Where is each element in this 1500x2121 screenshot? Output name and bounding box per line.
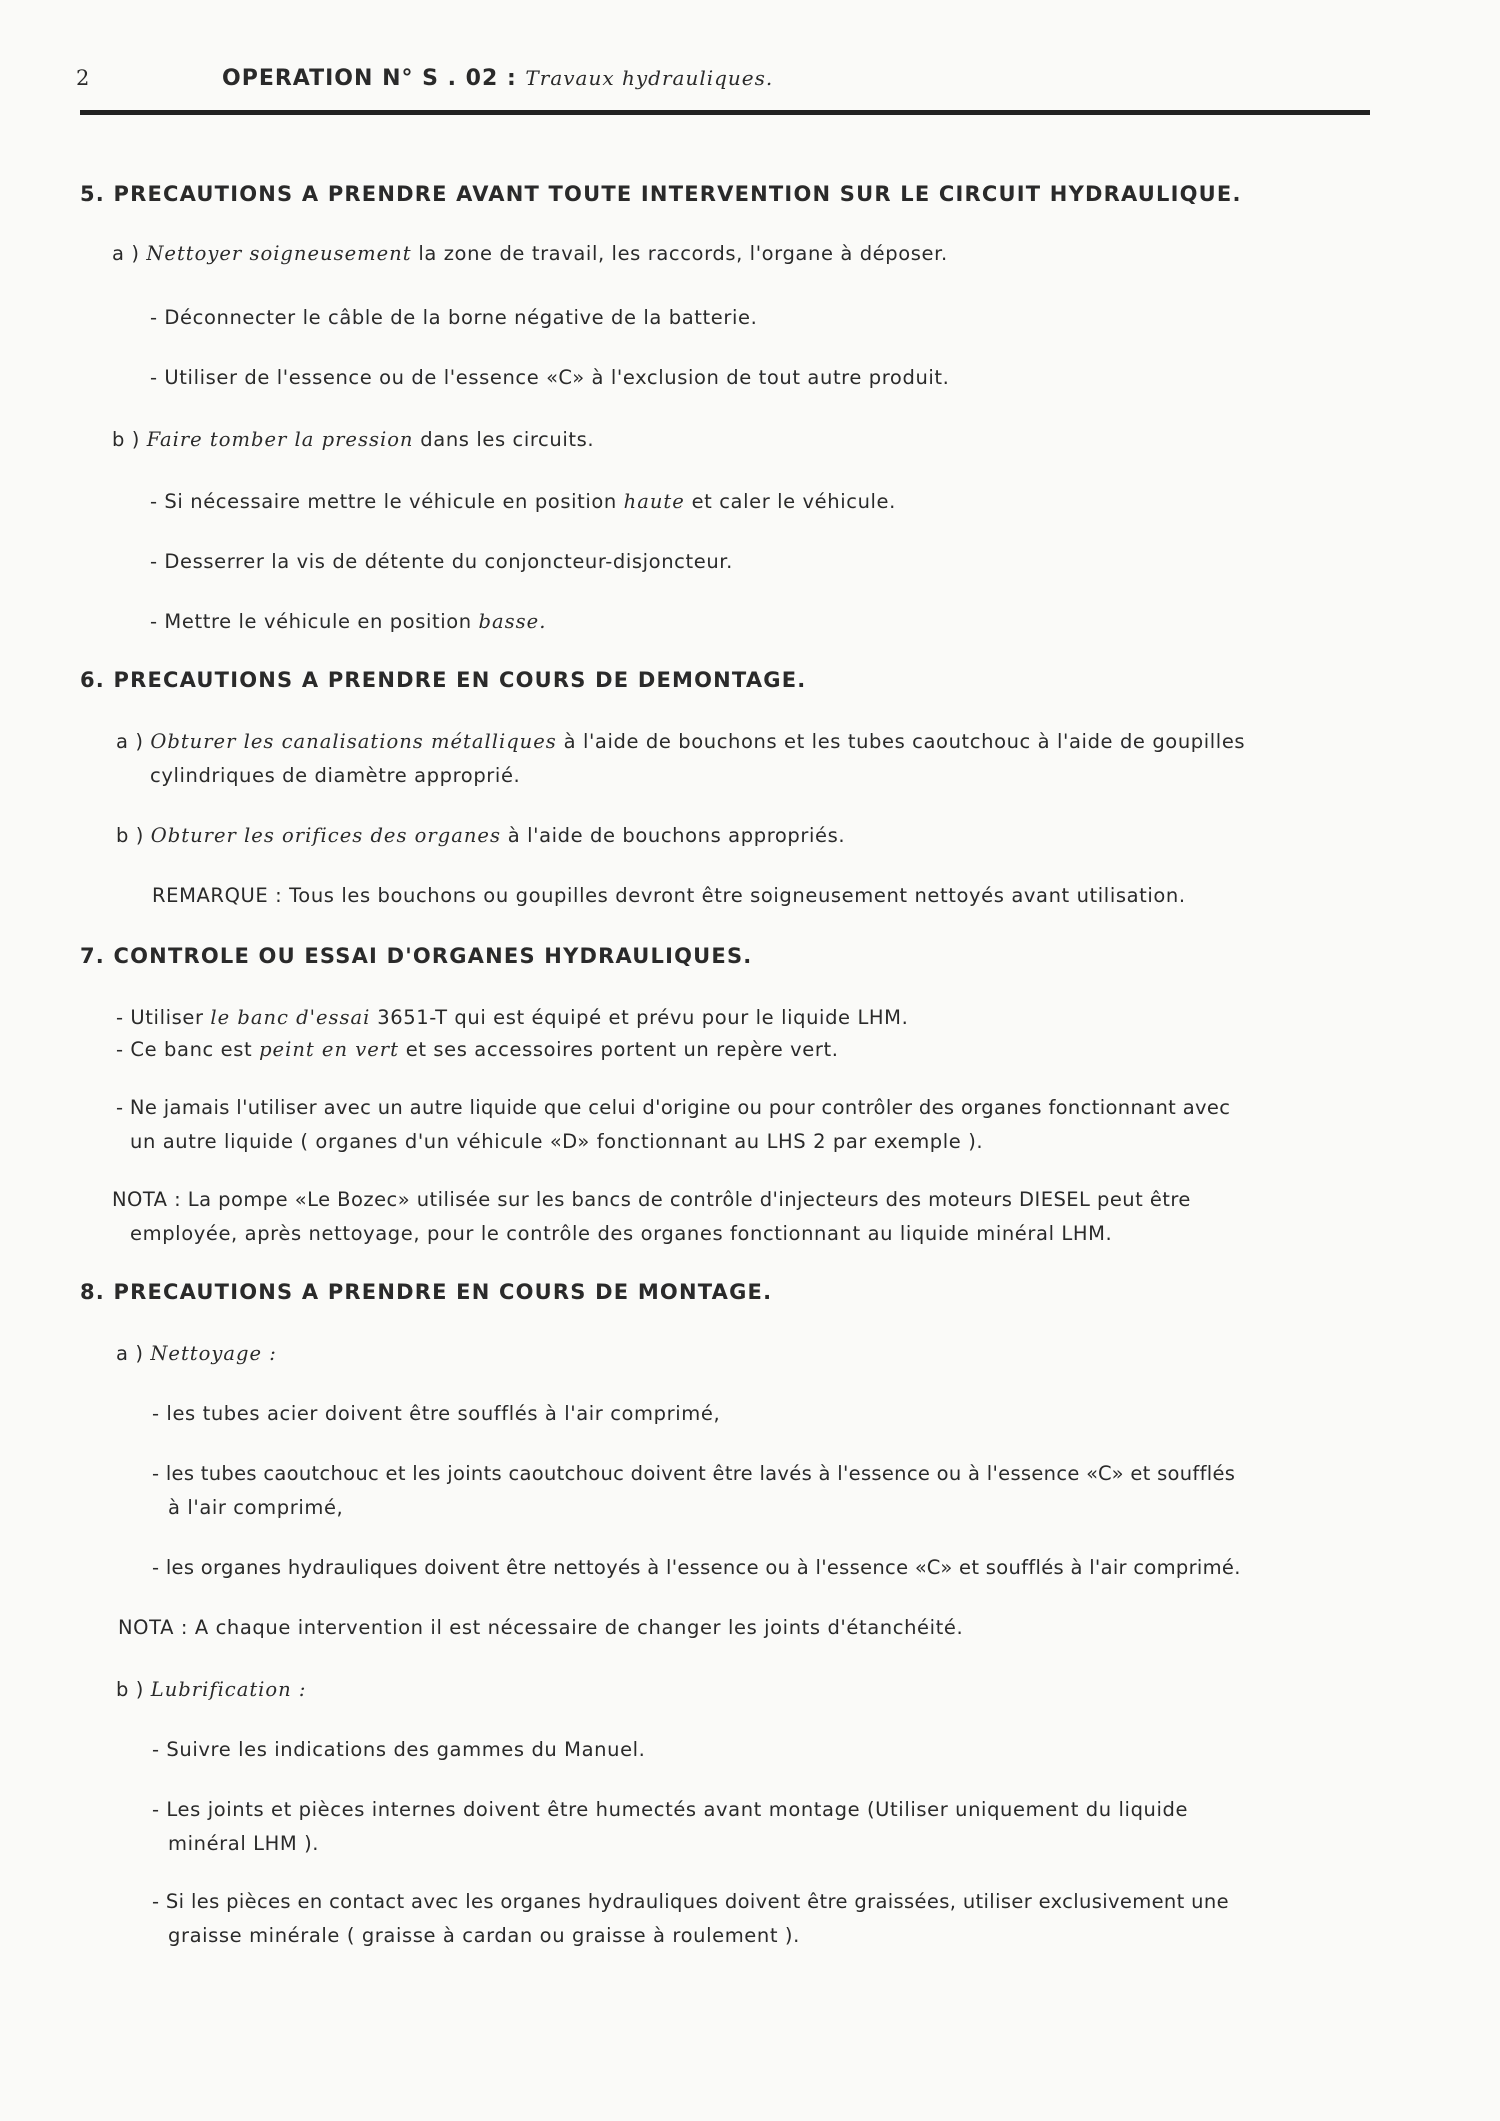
page-number: 2	[76, 66, 90, 90]
emphasis-text: Obturer les canalisations métalliques	[150, 730, 557, 753]
operation-subtitle: Travaux hydrauliques.	[525, 66, 774, 90]
emphasis-text: Nettoyer soigneusement	[146, 242, 412, 265]
emphasis-text: haute	[623, 490, 685, 513]
emphasis-text: le banc d'essai	[210, 1006, 371, 1029]
item-marker: b )	[112, 428, 147, 451]
s8-item-a-1: - les tubes acier doivent être soufflés à l'air comprimé,	[152, 1402, 721, 1425]
s7-line-1	[116, 1006, 908, 1029]
emphasis-text: Lubrification :	[150, 1678, 307, 1701]
item-text: la zone de travail, les raccords, l'organe à déposer.	[411, 242, 948, 265]
s5-item-a-1: - Déconnecter le câble de la borne négative de la batterie.	[150, 306, 758, 329]
item-marker: a )	[116, 1342, 151, 1365]
s5-item-b	[112, 428, 594, 451]
s6-item-a-cont: cylindriques de diamètre approprié.	[150, 764, 521, 787]
emphasis-text: Obturer les orifices des organes	[150, 824, 501, 847]
emphasis-text: basse.	[478, 610, 547, 633]
item-text: - Si nécessaire mettre le véhicule en position	[150, 490, 624, 513]
s8-item-a-2: - les tubes caoutchouc et les joints caoutchouc doivent être lavés à l'essence ou à l'essence «C» et soufflés	[152, 1462, 1236, 1485]
item-marker: b )	[116, 824, 151, 847]
s5-item-b-2: - Desserrer la vis de détente du conjoncteur-disjoncteur.	[150, 550, 733, 573]
s5-item-a-2: - Utiliser de l'essence ou de l'essence «C» à l'exclusion de tout autre produit.	[150, 366, 950, 389]
s6-remark: REMARQUE : Tous les bouchons ou goupilles devront être soigneusement nettoyés avant utilisation.	[152, 884, 1186, 907]
s8-nota: NOTA : A chaque intervention il est nécessaire de changer les joints d'étanchéité.	[118, 1616, 964, 1639]
s7-nota: NOTA : La pompe «Le Bozec» utilisée sur les bancs de contrôle d'injecteurs des moteurs DIESEL peut être	[112, 1188, 1191, 1211]
emphasis-text: peint en vert	[259, 1038, 399, 1061]
s8-item-b-2-cont: minéral LHM ).	[168, 1832, 320, 1855]
s5-item-b-3	[150, 610, 546, 633]
item-text: - Utiliser	[116, 1006, 211, 1029]
operation-title: OPERATION N° S . 02 :	[222, 66, 517, 91]
s8-item-b-2: - Les joints et pièces internes doivent être humectés avant montage (Utiliser uniquement du liquide	[152, 1798, 1189, 1821]
item-text: et ses accessoires portent un repère vert.	[398, 1038, 839, 1061]
item-text: - Ce banc est	[116, 1038, 260, 1061]
header-title	[222, 66, 773, 91]
section-6-title: 6. PRECAUTIONS A PRENDRE EN COURS DE DEMONTAGE.	[80, 668, 807, 692]
s7-line-2	[116, 1038, 839, 1061]
item-text: à l'aide de bouchons appropriés.	[500, 824, 846, 847]
emphasis-text: Nettoyage :	[150, 1342, 277, 1365]
item-text: et caler le véhicule.	[684, 490, 896, 513]
section-8-title: 8. PRECAUTIONS A PRENDRE EN COURS DE MONTAGE.	[80, 1280, 773, 1304]
section-7-title: 7. CONTROLE OU ESSAI D'ORGANES HYDRAULIQUES.	[80, 944, 753, 968]
s8-item-a	[116, 1342, 277, 1365]
s6-item-a	[116, 730, 1245, 753]
s8-item-b-1: - Suivre les indications des gammes du Manuel.	[152, 1738, 646, 1761]
item-text: - Mettre le véhicule en position	[150, 610, 479, 633]
item-marker: b )	[116, 1678, 151, 1701]
s8-item-a-2-cont: à l'air comprimé,	[168, 1496, 344, 1519]
s8-item-a-3: - les organes hydrauliques doivent être nettoyés à l'essence ou à l'essence «C» et soufflés à l'air comprimé.	[152, 1556, 1241, 1579]
section-5-title: 5. PRECAUTIONS A PRENDRE AVANT TOUTE INTERVENTION SUR LE CIRCUIT HYDRAULIQUE.	[80, 182, 1242, 206]
s5-item-b-1	[150, 490, 896, 513]
s8-item-b-3: - Si les pièces en contact avec les organes hydrauliques doivent être graissées, utiliser exclusivement une	[152, 1890, 1229, 1913]
item-text: à l'aide de bouchons et les tubes caoutchouc à l'aide de goupilles	[556, 730, 1246, 753]
s6-item-b	[116, 824, 845, 847]
item-text: 3651-T qui est équipé et prévu pour le liquide LHM.	[370, 1006, 909, 1029]
emphasis-text: Faire tomber la pression	[146, 428, 414, 451]
s8-item-b	[116, 1678, 307, 1701]
s7-line-3-cont: un autre liquide ( organes d'un véhicule «D» fonctionnant au LHS 2 par exemple ).	[130, 1130, 984, 1153]
s8-item-b-3-cont: graisse minérale ( graisse à cardan ou graisse à roulement ).	[168, 1924, 800, 1947]
item-marker: a )	[116, 730, 151, 753]
item-marker: a )	[112, 242, 147, 265]
s7-nota-cont: employée, après nettoyage, pour le contrôle des organes fonctionnant au liquide minéral LHM.	[130, 1222, 1113, 1245]
header-rule	[80, 110, 1370, 115]
s7-line-3: - Ne jamais l'utiliser avec un autre liquide que celui d'origine ou pour contrôler des organes fonctionnant avec	[116, 1096, 1231, 1119]
item-text: dans les circuits.	[413, 428, 595, 451]
s5-item-a	[112, 242, 948, 265]
